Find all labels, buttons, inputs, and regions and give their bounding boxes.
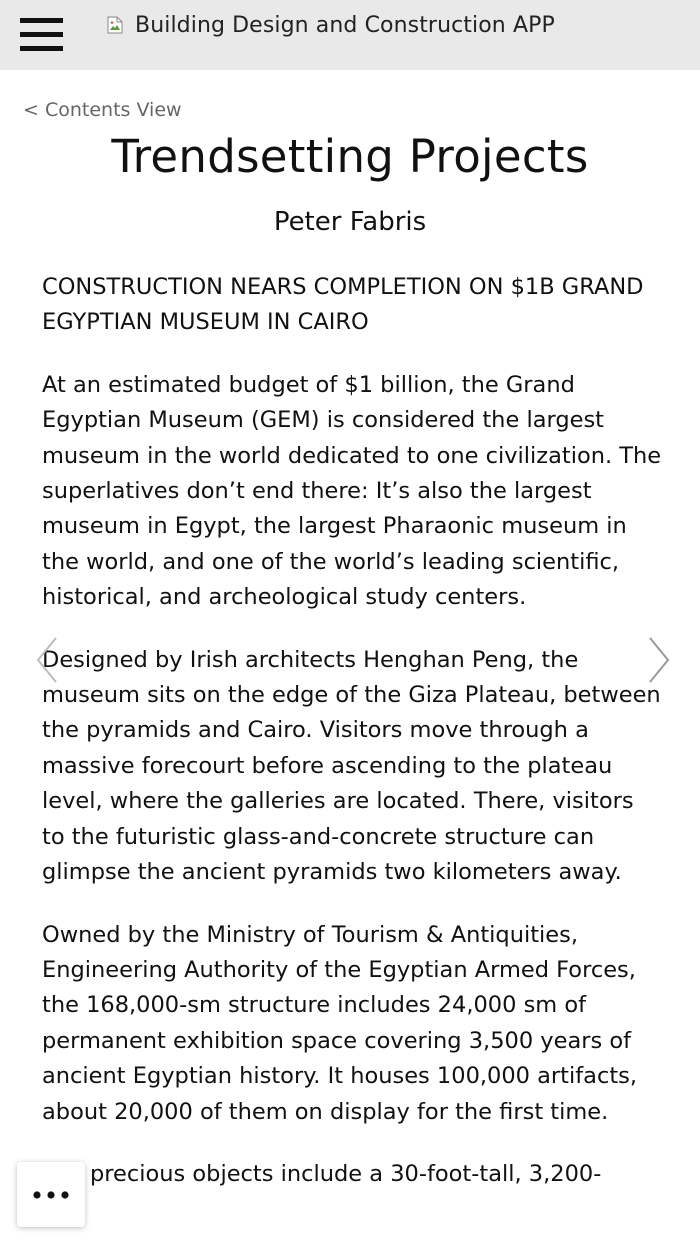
article-title: Trendsetting Projects <box>111 130 589 183</box>
article-author: Peter Fabris <box>273 207 427 237</box>
app-logo <box>107 10 555 40</box>
chevron-right-icon[interactable] <box>646 635 682 685</box>
article-paragraph: Designed by Irish architects Henghan Peng, the museum sits on the edge of the Giza Plateau, between the pyramids and Cairo. Visitors move through a massive forecourt before ascending to the plateau level, where the galleries are located. There, visitors to the futuristic glass-and-concrete structure can glimpse the ancient pyramids two kilometers away. <box>42 646 661 886</box>
chevron-left-icon[interactable] <box>32 635 68 685</box>
more-horizontal-icon <box>31 1190 71 1200</box>
article-paragraph: Owned by the Ministry of Tourism & Antiquities, Engineering Authority of the Egyptian Armed Forces, the 168,000-sm structure includes 24,000 sm of permanent exhibition space covering 3,500 years of ancient Egyptian history. It houses 100,000 artifacts, about 20,000 of them on display for the first time. <box>42 921 638 1125</box>
article-subhead: CONSTRUCTION NEARS COMPLETION ON $1B GRAND EGYPTIAN MUSEUM IN CAIRO <box>42 274 644 336</box>
app-title: Building Design and Construction APP <box>135 12 555 38</box>
article-body <box>42 270 662 1219</box>
broken-image-icon <box>107 16 123 34</box>
back-to-contents-link[interactable]: < Contents View <box>23 99 182 121</box>
article-paragraph: precious objects include a 30-foot-tall, 3,200- <box>90 1160 602 1187</box>
hamburger-menu-icon[interactable] <box>20 18 64 54</box>
top-app-bar <box>0 0 700 70</box>
article-paragraph: At an estimated budget of $1 billion, the Grand Egyptian Museum (GEM) is considered the largest museum in the world dedicated to one civilization. The superlatives don’t end there: It’s also the largest museum in Egypt, the largest Pharaonic museum in the world, and one of the world’s leading scientific, historical, and archeological study centers. <box>42 371 662 611</box>
more-options-button[interactable] <box>17 1162 85 1227</box>
